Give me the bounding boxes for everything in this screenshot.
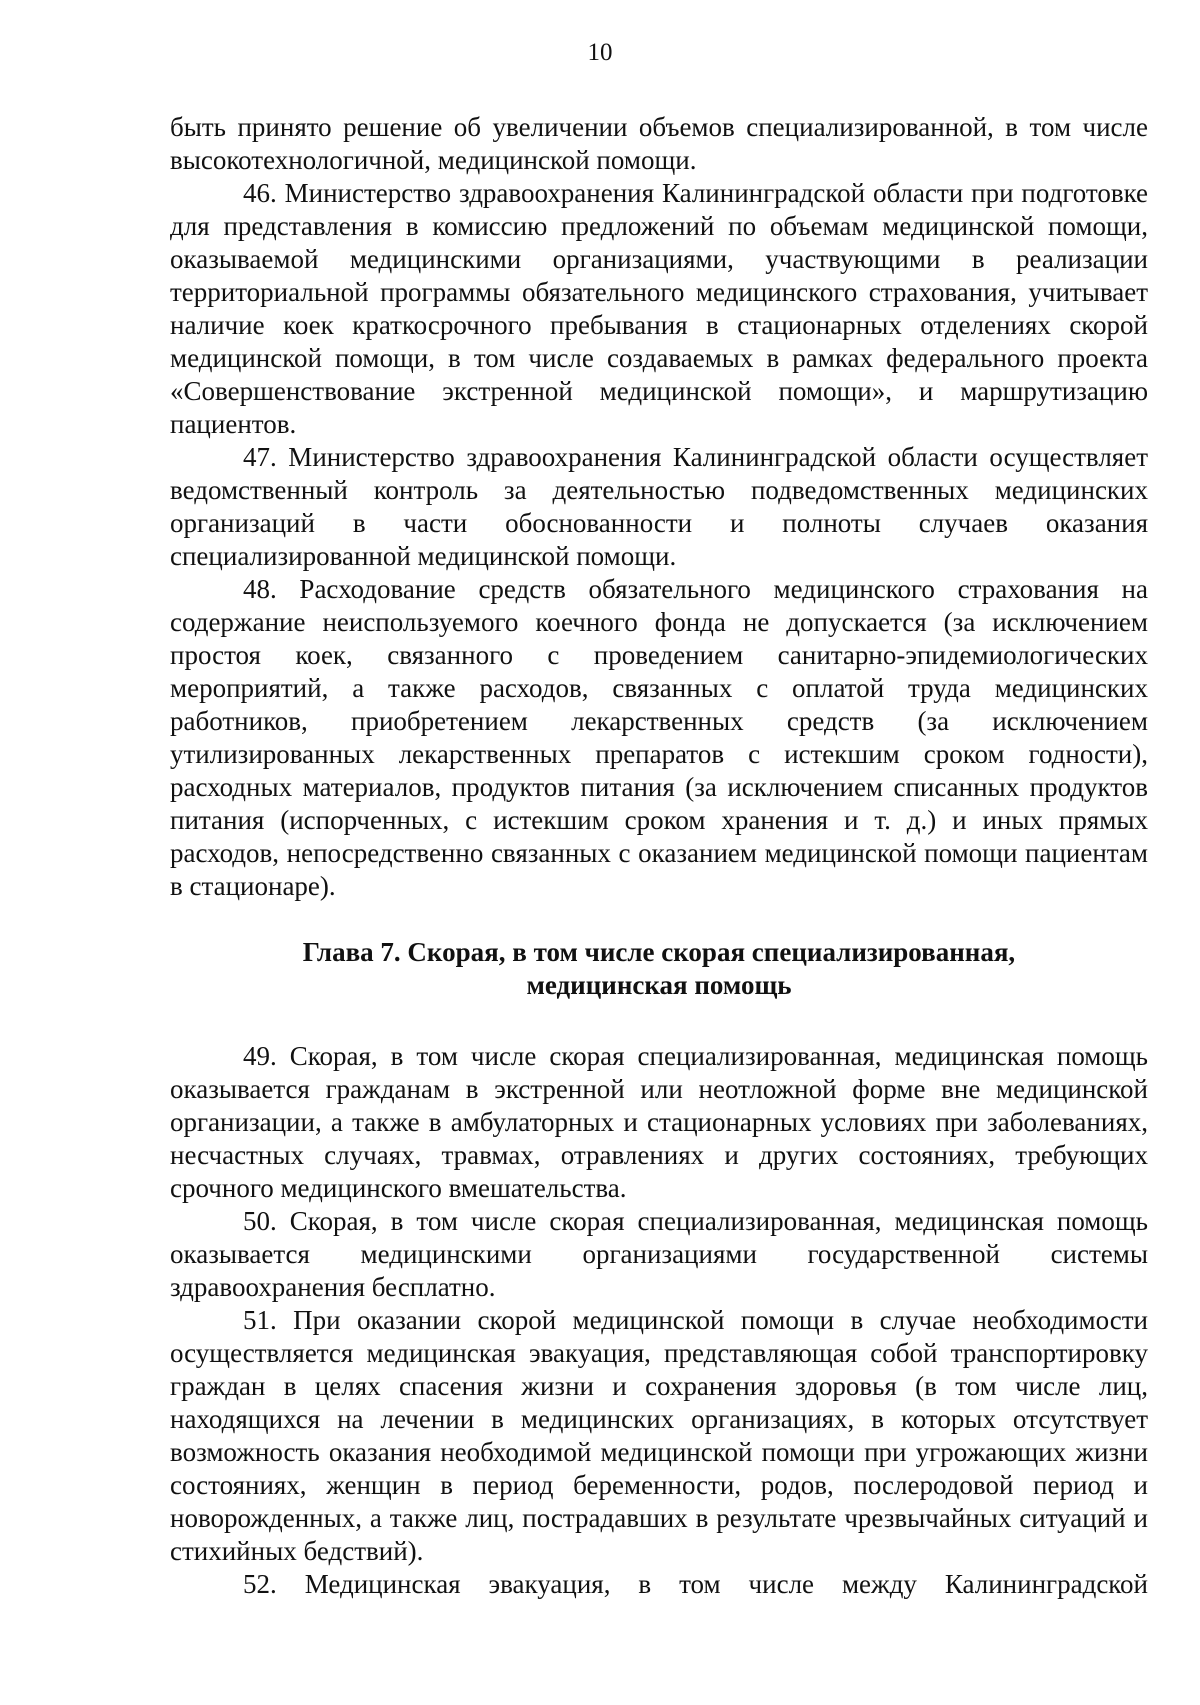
paragraph-51: 51. При оказании скорой медицинской помощи в случае необходимости осуществляется медицинская эвакуация, представляющая собой транспортировку граждан в целях спасения жизни и сохранения здоровья (в том числе лиц, находящихся на лечении в медицинских организациях, в которых отсутствует возможность оказания необходимой медицинской помощи при угрожающих жизни состояниях, женщин в период беременности, родов, послеродовой период и новорожденных, а также лиц, пострадавших в результате чрезвычайных ситуаций и стихийных бедствий). bbox=[170, 1305, 1148, 1566]
paragraph-50: 50. Скорая, в том числе скорая специализированная, медицинская помощь оказывается медицинскими организациями государственной системы здравоохранения бесплатно. bbox=[170, 1206, 1148, 1302]
paragraph-continuation: быть принято решение об увеличении объемов специализированной, в том числе высокотехнологичной, медицинской помощи. bbox=[170, 112, 1148, 175]
paragraph-52: 52. Медицинская эвакуация, в том числе между Калининградской bbox=[243, 1569, 1148, 1599]
paragraph-47: 47. Министерство здравоохранения Калининградской области осуществляет ведомственный контроль за деятельностью подведомственных медицинских организаций в части обоснованности и полноты случаев оказания специализированной медицинской помощи. bbox=[170, 442, 1148, 571]
document-body bbox=[170, 111, 1148, 1601]
page-number: 10 bbox=[587, 39, 613, 66]
paragraph-46: 46. Министерство здравоохранения Калининградской области при подготовке для представления в комиссию предложений по объемам медицинской помощи, оказываемой медицинскими организациями, участвующими в реализации территориальной программы обязательного медицинского страхования, учитывает наличие коек краткосрочного пребывания в стационарных отделениях скорой медицинской помощи, в том числе создаваемых в рамках федерального проекта «Совершенствование экстренной медицинской помощи», и маршрутизацию пациентов. bbox=[170, 178, 1148, 439]
paragraph-49: 49. Скорая, в том числе скорая специализированная, медицинская помощь оказывается гражданам в экстренной или неотложной форме вне медицинской организации, а также в амбулаторных и стационарных условиях при заболеваниях, несчастных случаях, травмах, отравлениях и других состояниях, требующих срочного медицинского вмешательства. bbox=[170, 1041, 1148, 1203]
chapter-heading-line-2: медицинская помощь bbox=[526, 970, 792, 1000]
paragraph-48: 48. Расходование средств обязательного медицинского страхования на содержание неиспользуемого коечного фонда не допускается (за исключением простоя коек, связанного с проведением санитарно-эпидемиологических мероприятий, а также расходов, связанных с оплатой труда медицинских работников, приобретением лекарственных средств (за исключением утилизированных лекарственных препаратов с истекшим сроком годности), расходных материалов, продуктов питания (за исключением списанных продуктов питания (испорченных, с истекшим сроком хранения и т. д.) и иных прямых расходов, непосредственно связанных с оказанием медицинской помощи пациентам в стационаре). bbox=[170, 574, 1148, 901]
chapter-heading bbox=[170, 903, 1148, 1040]
chapter-heading-line-1: Глава 7. Скорая, в том числе скорая специализированная, bbox=[302, 937, 1016, 967]
